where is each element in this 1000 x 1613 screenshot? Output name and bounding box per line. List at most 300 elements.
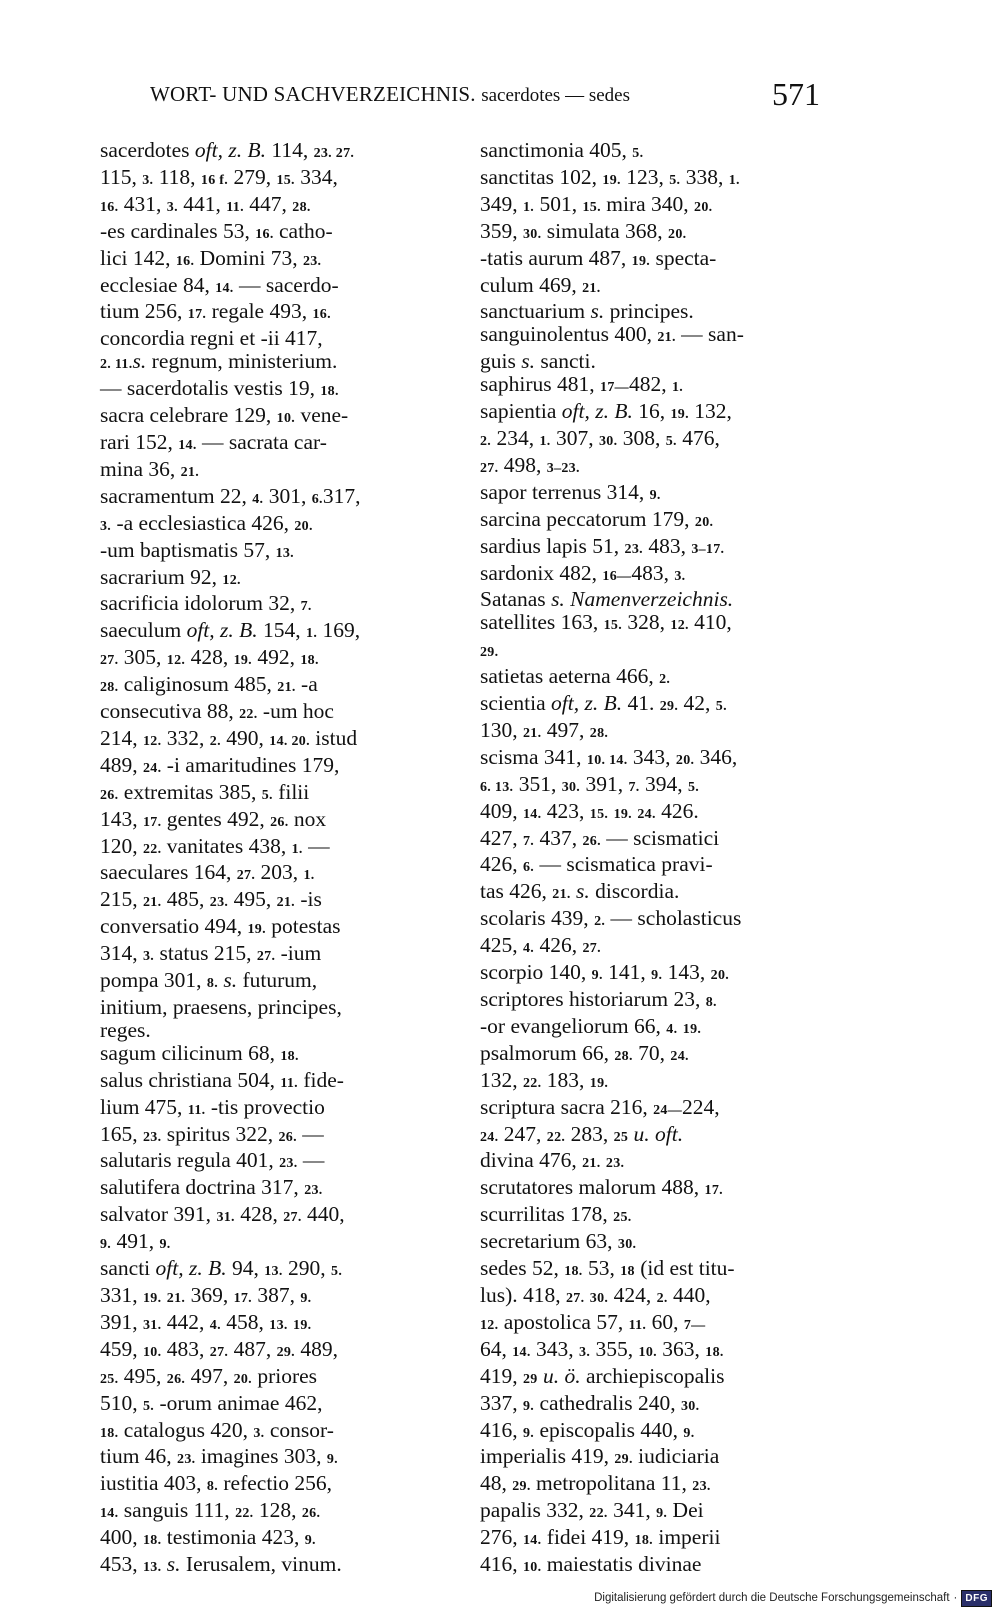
index-text: 416,	[480, 1417, 523, 1442]
index-line	[480, 1284, 832, 1311]
index-line	[480, 1499, 832, 1526]
line-reference: 2.	[594, 914, 606, 930]
index-line	[100, 1553, 452, 1580]
index-text: 485,	[161, 887, 210, 912]
index-text: 424,	[608, 1282, 657, 1307]
index-text: 16,	[632, 399, 671, 424]
index-text: testimonia 423,	[161, 1525, 305, 1550]
line-reference: 9.	[159, 1237, 171, 1253]
index-text: culum 469,	[480, 272, 583, 297]
index-note: s.	[521, 349, 535, 374]
line-reference: 24.	[670, 1048, 689, 1064]
index-text: 120,	[100, 833, 143, 858]
footer-credit: Digitalisierung gefördert durch die Deutsche Forschungsgemeinschaft	[594, 1592, 950, 1604]
index-text: 410,	[688, 610, 732, 635]
index-text: gentes 492,	[161, 806, 271, 831]
index-text: sardonix 482,	[480, 560, 603, 585]
line-reference: 5.	[665, 433, 677, 449]
index-line	[100, 485, 452, 512]
line-reference: 21.	[180, 464, 200, 480]
index-line	[480, 220, 832, 247]
index-text: 351,	[513, 771, 562, 796]
line-reference: 5.	[715, 699, 727, 715]
line-reference: 12.	[480, 1317, 499, 1333]
index-text: 425,	[480, 933, 523, 958]
line-reference: 18.	[634, 1533, 653, 1549]
index-line	[480, 988, 832, 1015]
index-text: 234,	[491, 425, 540, 450]
line-reference: 19.	[589, 1075, 609, 1091]
line-reference: 20.	[294, 518, 313, 534]
line-reference: 23.	[177, 1452, 196, 1468]
index-text: 343,	[627, 744, 676, 769]
index-text: sedes 52,	[480, 1256, 565, 1281]
index-text: 369,	[185, 1282, 234, 1307]
index-line	[100, 1499, 452, 1526]
index-text: 428,	[185, 645, 234, 670]
index-line	[480, 827, 832, 854]
index-line	[480, 934, 832, 961]
line-reference: 29.	[512, 1479, 531, 1495]
index-text: 431,	[118, 191, 167, 216]
index-line	[100, 592, 452, 619]
line-reference: 19.	[143, 1290, 162, 1306]
index-text: -tis provectio	[205, 1094, 325, 1119]
line-reference: 27.	[209, 1344, 229, 1360]
line-reference: 25.	[100, 1371, 119, 1387]
index-text: vanitates 438,	[161, 833, 292, 858]
index-line	[100, 193, 452, 220]
index-text: spiritus 322,	[161, 1121, 279, 1146]
index-text: guis	[480, 349, 522, 374]
line-reference: 21.	[582, 1156, 601, 1172]
index-line	[480, 400, 832, 427]
index-text: —	[297, 1148, 325, 1173]
index-text: 247,	[498, 1121, 547, 1146]
index-text: vene-	[295, 403, 349, 428]
index-line	[480, 692, 832, 719]
header-subtitle: sacerdotes — sedes	[481, 85, 630, 106]
line-reference: 16.	[312, 307, 331, 323]
index-text: 489,	[294, 1336, 338, 1361]
index-text: tium 46,	[100, 1444, 178, 1469]
line-reference: 21.	[523, 725, 542, 741]
line-reference: 23.	[209, 895, 229, 911]
line-reference: 23.	[143, 1129, 162, 1145]
index-text: 143,	[662, 960, 711, 985]
line-reference: 14.	[512, 1344, 531, 1360]
index-text: 128,	[253, 1498, 302, 1523]
index-text: scientia	[480, 691, 552, 716]
line-reference: 3.	[579, 1344, 591, 1360]
index-line	[100, 1445, 452, 1472]
index-text: — sacerdo-	[233, 272, 339, 297]
line-reference: 16.	[255, 226, 274, 242]
index-column-left	[100, 139, 452, 1580]
index-text: 328,	[622, 610, 671, 635]
index-text: —	[296, 1121, 324, 1146]
line-reference: 17.	[704, 1183, 723, 1199]
index-note: s.	[166, 1552, 181, 1577]
line-reference: 17—	[600, 380, 629, 396]
index-line	[480, 1338, 832, 1365]
index-text: fide-	[297, 1067, 344, 1092]
index-text: 490,	[220, 725, 270, 750]
index-text: divina 476,	[480, 1148, 583, 1173]
line-reference: 22.	[546, 1129, 566, 1145]
index-text: salvator 391,	[100, 1202, 217, 1227]
dfg-logo-icon: DFG	[961, 1590, 992, 1607]
index-text: 483,	[631, 560, 675, 585]
index-text: iudiciaria	[632, 1444, 720, 1469]
index-text: 276,	[480, 1525, 523, 1550]
index-text: 441,	[177, 191, 227, 216]
index-line	[100, 1338, 452, 1365]
index-text: 132,	[688, 399, 732, 424]
line-reference: 6. 13.	[480, 779, 514, 795]
line-reference: 27.	[566, 1290, 585, 1306]
line-reference: 9.	[649, 487, 661, 503]
index-line	[480, 1149, 832, 1176]
index-line	[100, 1284, 452, 1311]
line-reference: 14. 20.	[269, 733, 310, 749]
index-text: 458,	[220, 1309, 270, 1334]
line-reference: 18.	[143, 1533, 162, 1549]
line-reference: 11.	[187, 1102, 206, 1118]
line-reference: 29.	[659, 699, 679, 715]
index-text: 224,	[682, 1094, 720, 1119]
line-reference: 4.	[209, 1317, 221, 1333]
line-reference: 8.	[705, 995, 717, 1010]
line-reference: 15.	[589, 806, 609, 822]
index-text: 442,	[161, 1309, 210, 1334]
index-line	[100, 1019, 452, 1042]
index-text: Domini 73,	[194, 245, 303, 270]
index-note: s.	[576, 879, 590, 904]
index-text: mina 36,	[100, 456, 181, 481]
line-reference: 3.	[142, 172, 154, 188]
line-reference: 6.	[523, 860, 535, 876]
line-reference: 10.	[276, 411, 296, 427]
line-reference: 26.	[270, 814, 289, 830]
index-text: 301,	[263, 483, 312, 508]
line-reference: 22.	[239, 707, 258, 723]
index-text: 305,	[118, 645, 167, 670]
line-reference: 29.	[480, 645, 499, 661]
index-text: rari 152,	[100, 429, 179, 454]
line-reference: 21.	[582, 280, 601, 296]
index-text: scisma 341,	[480, 744, 587, 769]
index-line	[480, 907, 832, 934]
line-reference: 4.	[252, 491, 264, 507]
index-line	[480, 1365, 832, 1392]
line-reference: 5.	[632, 146, 644, 161]
index-line	[480, 562, 832, 589]
line-reference: 9.	[100, 1237, 112, 1253]
line-reference: 18.	[100, 1425, 119, 1441]
index-line	[100, 808, 452, 835]
index-line	[480, 1203, 832, 1230]
index-line	[480, 300, 832, 323]
index-text: sanctitas 102,	[480, 164, 603, 189]
index-line	[480, 1042, 832, 1069]
index-line	[480, 1553, 832, 1580]
line-reference: 16.	[100, 199, 119, 215]
index-line	[480, 247, 832, 274]
index-text: satietas aeterna 466,	[480, 664, 660, 689]
index-line	[480, 139, 832, 166]
line-reference: 3.	[253, 1425, 265, 1441]
index-text: 337,	[480, 1390, 523, 1415]
index-text: — scismatica pravi-	[534, 852, 713, 877]
line-reference: 9.	[523, 1425, 535, 1441]
index-text: 487,	[228, 1336, 277, 1361]
index-line	[100, 166, 452, 193]
line-reference: 14.	[523, 1533, 542, 1549]
index-line	[480, 1472, 832, 1499]
line-reference: 26.	[100, 787, 119, 803]
index-line	[100, 1257, 452, 1284]
index-text: sacra celebrare 129,	[100, 403, 277, 428]
index-line	[480, 454, 832, 481]
line-reference: 17.	[233, 1290, 252, 1306]
line-reference: 19.	[247, 922, 266, 938]
index-text: 41.	[622, 691, 660, 716]
line-reference: 9.	[523, 1398, 535, 1414]
index-line	[100, 139, 452, 166]
line-reference: 22.	[589, 1506, 608, 1522]
index-line	[480, 481, 832, 508]
line-reference: 29.	[276, 1344, 295, 1360]
index-line	[100, 327, 452, 350]
index-text: 423,	[541, 798, 590, 823]
line-reference: 7.	[523, 833, 535, 849]
index-line	[480, 880, 832, 907]
line-reference: 10.	[638, 1344, 657, 1360]
line-reference: 30.	[680, 1398, 700, 1414]
index-line	[100, 1176, 452, 1203]
index-line	[480, 274, 832, 301]
line-reference: 22.	[143, 841, 162, 857]
line-reference: 30.	[617, 1237, 637, 1253]
line-reference: 12.	[166, 653, 186, 669]
index-text: 440,	[301, 1202, 345, 1227]
index-line	[480, 588, 832, 611]
line-reference: 5.	[331, 1264, 343, 1280]
index-note: s.	[132, 349, 147, 374]
index-text: 349,	[480, 191, 523, 216]
index-text: 426,	[534, 933, 583, 958]
line-reference: 18.	[320, 384, 339, 400]
index-line	[100, 1526, 452, 1553]
index-line	[480, 1096, 832, 1123]
index-text: 453,	[100, 1552, 143, 1577]
line-reference: 30.	[561, 779, 581, 795]
index-text: discordia.	[589, 879, 680, 904]
index-text: caliginosum 485,	[118, 672, 278, 697]
index-text: 314,	[100, 941, 143, 966]
index-line	[100, 727, 452, 754]
line-reference: 2.	[656, 1290, 668, 1306]
index-line	[100, 888, 452, 915]
index-line	[100, 673, 452, 700]
line-reference: 10. 14.	[586, 752, 628, 768]
line-reference: 3–23.	[546, 460, 580, 476]
line-reference: 7.	[628, 779, 640, 795]
index-text: imagines 303,	[195, 1444, 327, 1469]
index-text: scrutatores malorum 488,	[480, 1175, 705, 1200]
line-reference: 27.	[236, 868, 256, 884]
index-text: mira 340,	[600, 191, 695, 216]
index-note: oft, z. B.	[155, 1256, 227, 1281]
index-line	[480, 508, 832, 535]
index-text: scurrilitas 178,	[480, 1202, 614, 1227]
line-reference: 12.	[143, 733, 162, 749]
index-text: 154,	[257, 618, 307, 643]
index-line	[100, 700, 452, 727]
line-reference: 28.	[614, 1048, 633, 1064]
line-reference: 5.	[687, 779, 700, 795]
line-reference: 3.	[143, 949, 155, 965]
index-text: concordia regni et -ii 417,	[100, 326, 323, 351]
index-text: -a	[295, 672, 318, 697]
index-text: 118,	[153, 164, 201, 189]
index-text: 447,	[243, 191, 293, 216]
index-text: status 215,	[154, 941, 257, 966]
index-text: 391,	[100, 1309, 143, 1334]
index-text: sancti	[100, 1256, 156, 1281]
line-reference: 10.	[523, 1560, 542, 1576]
index-column-right	[480, 139, 832, 1580]
index-text: sacrarium 92,	[100, 564, 223, 589]
line-reference: 21.	[552, 887, 571, 903]
index-line	[480, 665, 832, 692]
index-text: 459,	[100, 1336, 143, 1361]
line-reference: 19.	[293, 1317, 312, 1333]
index-text: -is	[294, 887, 322, 912]
index-line	[100, 996, 452, 1019]
index-line	[480, 323, 832, 350]
index-line	[480, 1311, 832, 1338]
index-text: 343,	[530, 1336, 580, 1361]
index-text: sapientia	[480, 399, 562, 424]
index-text: 363,	[656, 1336, 706, 1361]
index-line	[100, 619, 452, 646]
line-reference: 2.	[659, 672, 671, 688]
index-line	[100, 1392, 452, 1419]
index-text: — scismatici	[600, 825, 720, 850]
line-reference: 19.	[670, 407, 689, 423]
line-reference: 13.	[264, 1264, 283, 1280]
line-reference: 23.	[302, 253, 322, 269]
index-text: — sacerdotalis vestis 19,	[100, 376, 321, 401]
index-text: sagum cilicinum 68,	[100, 1040, 281, 1065]
index-text: 132,	[480, 1067, 523, 1092]
index-line	[100, 300, 452, 327]
index-text: iustitia 403,	[100, 1471, 207, 1496]
index-text: scolaris 439,	[480, 906, 595, 931]
index-text: 387,	[251, 1282, 301, 1307]
index-line	[100, 512, 452, 539]
index-line	[100, 274, 452, 301]
line-reference: 19.	[613, 806, 632, 822]
index-text: 42,	[678, 691, 716, 716]
line-reference: 4.	[523, 941, 535, 957]
index-text: 394,	[639, 771, 688, 796]
line-reference: 17.	[143, 814, 162, 830]
line-reference: 20.	[694, 514, 714, 530]
index-text: 141,	[602, 960, 652, 985]
line-reference: 24.	[637, 806, 656, 822]
index-text: extremitas 385,	[118, 779, 262, 804]
index-text: priores	[251, 1363, 318, 1388]
line-reference: 27.	[100, 653, 119, 669]
index-text: 440,	[667, 1282, 711, 1307]
index-text: initium, praesens, principes,	[100, 995, 342, 1019]
line-reference: 8.	[206, 976, 219, 992]
line-reference: 1.	[671, 380, 684, 396]
index-text: nox	[288, 806, 327, 831]
index-line	[100, 1042, 452, 1069]
line-reference: 18.	[280, 1048, 299, 1064]
line-reference: 27.	[256, 949, 276, 965]
index-text: scriptores historiarum 23,	[480, 987, 706, 1011]
index-text: episcopalis 440,	[534, 1417, 684, 1442]
index-text: 427,	[480, 825, 523, 850]
line-reference: 9.	[326, 1452, 338, 1468]
index-text: sacerdotes	[100, 138, 195, 162]
line-reference: 9.	[683, 1425, 695, 1441]
index-line	[100, 350, 452, 377]
line-reference: 17.	[187, 307, 207, 323]
line-reference: 15.	[276, 172, 295, 188]
index-text: pompa 301,	[100, 968, 207, 993]
line-reference: 18.	[564, 1264, 583, 1280]
line-reference: 19.	[602, 172, 621, 188]
index-text: 308,	[617, 425, 666, 450]
line-reference: 23.	[605, 1156, 625, 1172]
index-text: 498,	[498, 452, 547, 477]
index-text: conversatio 494,	[100, 914, 248, 939]
index-text: archiepiscopalis	[580, 1363, 725, 1388]
header-title: WORT- UND SACHVERZEICHNIS. sacerdotes — sedes	[150, 82, 630, 106]
index-text: scriptura sacra 216,	[480, 1094, 654, 1119]
index-text: scorpio 140,	[480, 960, 592, 985]
line-reference: 3.	[166, 199, 178, 215]
line-reference: 11.	[280, 1075, 298, 1091]
index-line	[480, 1230, 832, 1257]
index-note: oft, z. B.	[551, 691, 623, 716]
index-line	[480, 1257, 832, 1284]
index-line	[100, 942, 452, 969]
line-reference: 21.	[143, 895, 162, 911]
index-text: 215,	[100, 887, 143, 912]
line-reference: 3.	[674, 568, 686, 584]
index-text: saeculares 164,	[100, 860, 237, 885]
index-line	[480, 1176, 832, 1203]
index-text: Ierusalem, vinum.	[180, 1552, 342, 1577]
index-text: refectio 256,	[218, 1471, 333, 1496]
line-reference: 24.	[143, 760, 162, 776]
index-line	[100, 1149, 452, 1176]
index-note: oft, z. B.	[186, 618, 258, 643]
index-text: 416,	[480, 1552, 523, 1577]
index-text: simulata 368,	[541, 218, 669, 243]
line-reference: 21.	[277, 680, 296, 696]
index-text: -a ecclesiastica 426,	[111, 510, 295, 535]
line-reference: 8.	[206, 1479, 219, 1495]
line-reference: 13.	[143, 1560, 162, 1576]
